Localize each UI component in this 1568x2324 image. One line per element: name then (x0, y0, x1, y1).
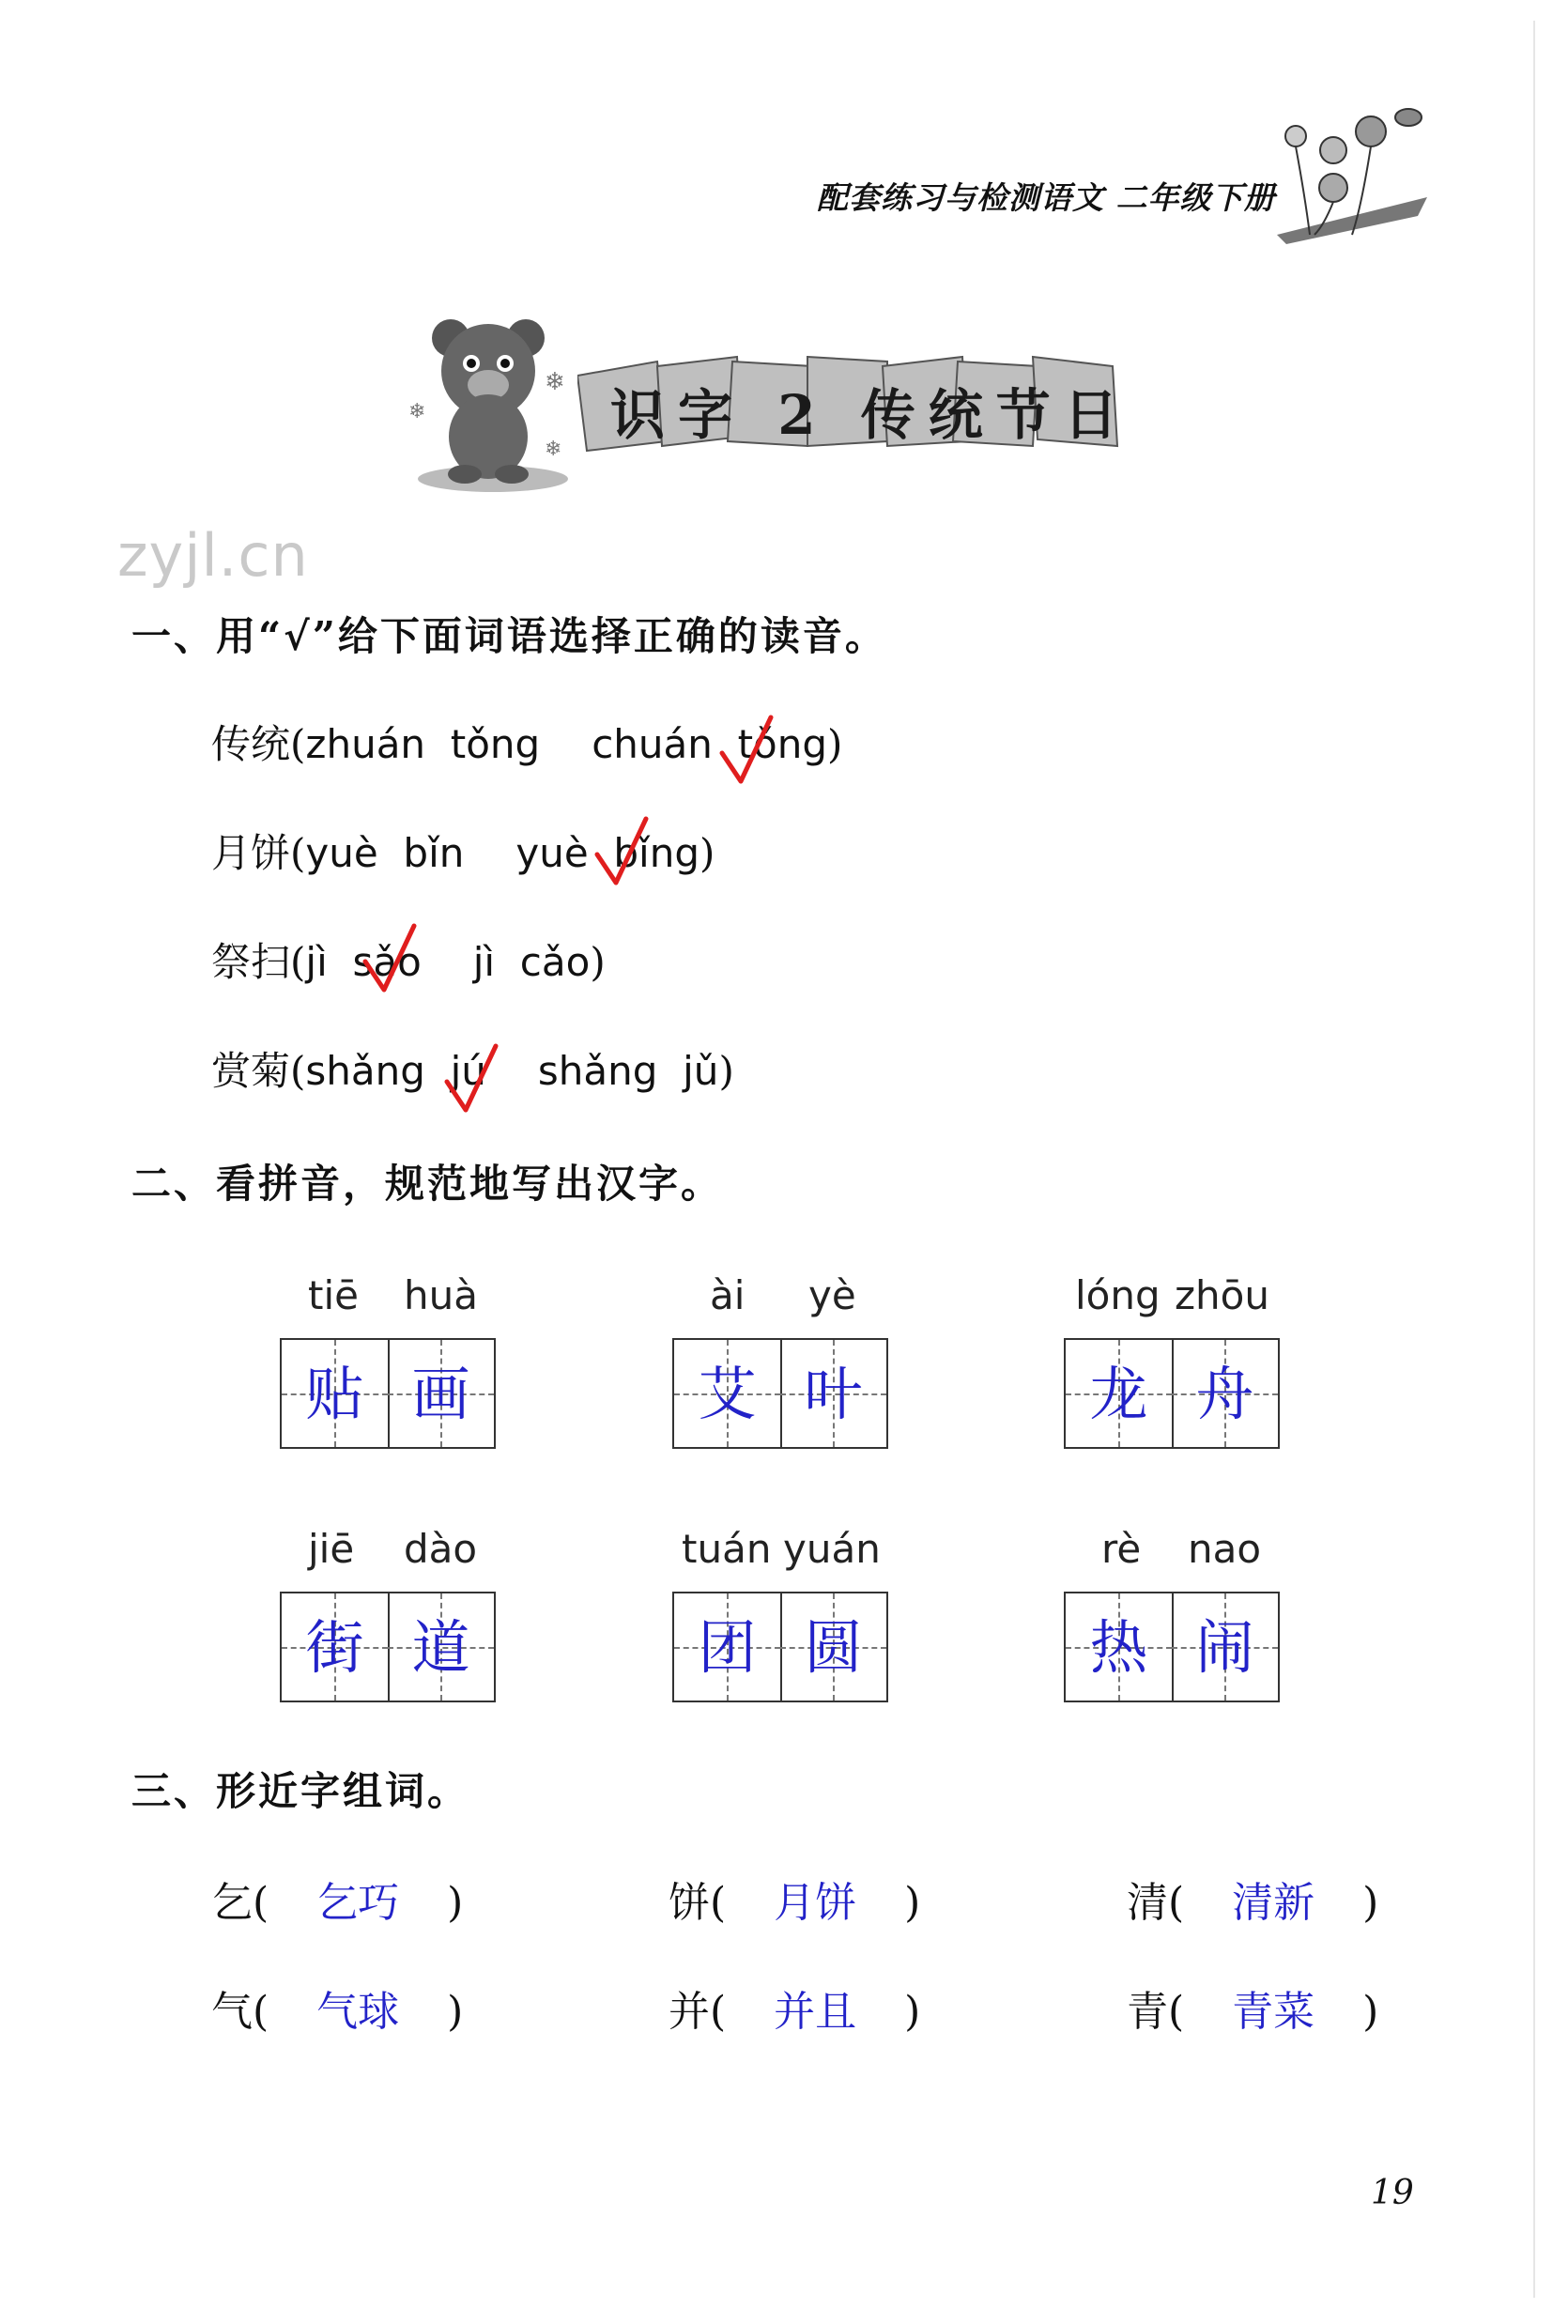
section2-title: 二、看拼音，规范地写出汉字。 (131, 1161, 724, 1207)
pinyin-1: tuán (682, 1526, 772, 1572)
tianzige-box[interactable] (280, 1338, 496, 1449)
answer-char: 热 (1089, 1613, 1148, 1682)
answer-word[interactable]: 气球 (316, 1988, 400, 2036)
paren-close: ) (590, 939, 606, 985)
base-char: 青 (1127, 1988, 1168, 2036)
paren-open: ( (253, 1879, 269, 1927)
tianzige-box[interactable] (672, 1592, 888, 1702)
paren-close: ) (904, 1988, 921, 2036)
paren-open: ( (290, 1048, 306, 1094)
option-1[interactable]: shǎng jú (305, 1048, 486, 1094)
s1-word: 赏菊 (211, 1048, 291, 1094)
option-2[interactable]: jì cǎo (472, 939, 591, 985)
pinyin-1: lóng (1075, 1272, 1161, 1318)
paren-close: ) (827, 721, 843, 767)
paren-open: ( (1168, 1879, 1185, 1927)
option-1[interactable]: jì sǎo (305, 939, 422, 985)
pinyin-2: huà (404, 1272, 478, 1318)
answer-char: 舟 (1195, 1360, 1254, 1428)
s1-word: 祭扫 (211, 939, 291, 985)
base-char: 清 (1127, 1879, 1168, 1927)
pinyin-2: zhōu (1175, 1272, 1269, 1318)
paren-open: ( (710, 1879, 727, 1927)
s3-group-2 (669, 1869, 920, 1929)
answer-word[interactable]: 月饼 (774, 1879, 857, 1927)
page-number: 19 (1371, 2174, 1414, 2212)
s3-group-3 (1127, 1869, 1378, 1929)
answer-char: 圆 (804, 1613, 863, 1682)
answer-word[interactable]: 青菜 (1232, 1988, 1315, 2036)
answer-char: 艾 (698, 1360, 757, 1428)
answer-char: 闹 (1195, 1613, 1254, 1682)
paren-open: ( (1168, 1988, 1185, 2036)
pinyin-1: rè (1101, 1526, 1142, 1572)
s3-group-1 (211, 1869, 463, 1929)
answer-word[interactable]: 并且 (774, 1988, 857, 2036)
svg-text:❄: ❄ (408, 400, 426, 423)
check-mark-icon (361, 922, 418, 997)
pinyin-1: tiē (308, 1272, 359, 1318)
option-2[interactable]: yuè bǐng (515, 830, 699, 876)
option-1[interactable]: zhuán tǒng (305, 721, 541, 767)
check-mark-icon (443, 1042, 500, 1117)
option-2[interactable]: shǎng jǔ (537, 1048, 719, 1094)
section1-title: 一、用“√”给下面词语选择正确的读音。 (131, 613, 887, 659)
tianzige-box[interactable] (1064, 1592, 1280, 1702)
option-2[interactable]: chuán tǒng (592, 721, 828, 767)
paren-close: ) (1362, 1879, 1379, 1927)
paren-close: ) (447, 1988, 464, 2036)
lesson-title: 识字 2 传统节日 (610, 383, 1131, 447)
s3-group-4 (211, 1978, 463, 2038)
paren-open: ( (290, 830, 306, 876)
tianzige-box[interactable] (280, 1592, 496, 1702)
paren-open: ( (290, 939, 306, 985)
s1-word: 月饼 (211, 830, 291, 876)
base-char: 气 (211, 1988, 253, 2036)
paren-close: ) (447, 1879, 464, 1927)
watermark: zyjl.cn (117, 521, 309, 590)
answer-char: 团 (698, 1613, 757, 1682)
answer-char: 街 (305, 1613, 364, 1682)
paren-close: ) (718, 1048, 734, 1094)
check-mark-icon (593, 815, 650, 890)
paren-close: ) (1362, 1988, 1379, 2036)
answer-char: 道 (411, 1613, 470, 1682)
pinyin-2: dào (404, 1526, 478, 1572)
pinyin-1: jiē (308, 1526, 355, 1572)
paren-close: ) (904, 1879, 921, 1927)
check-mark-icon (718, 714, 775, 789)
book-title: 配套练习与检测语文 二年级下册 (817, 179, 1276, 216)
answer-char: 叶 (804, 1360, 863, 1428)
paren-open: ( (710, 1988, 727, 2036)
bear-mascot-icon (404, 305, 582, 493)
svg-text:❄: ❄ (545, 438, 562, 461)
base-char: 乞 (211, 1879, 253, 1927)
tianzige-box[interactable] (1064, 1338, 1280, 1449)
svg-text:❄: ❄ (545, 368, 565, 396)
s3-group-6 (1127, 1978, 1378, 2038)
flower-decoration-icon (1221, 94, 1437, 244)
s1-word: 传统 (211, 721, 291, 767)
pinyin-2: yè (808, 1272, 856, 1318)
paren-open: ( (253, 1988, 269, 2036)
pinyin-2: yuán (783, 1526, 881, 1572)
answer-char: 龙 (1089, 1360, 1148, 1428)
s3-group-5 (669, 1978, 920, 2038)
base-char: 并 (669, 1988, 710, 2036)
answer-word[interactable]: 清新 (1232, 1879, 1315, 1927)
section3-title: 三、形近字组词。 (131, 1768, 470, 1814)
paren-open: ( (290, 721, 306, 767)
option-1[interactable]: yuè bǐn (305, 830, 465, 876)
tianzige-box[interactable] (672, 1338, 888, 1449)
answer-char: 画 (411, 1360, 470, 1428)
answer-char: 贴 (305, 1360, 364, 1428)
pinyin-1: ài (710, 1272, 746, 1318)
paren-close: ) (699, 830, 715, 876)
pinyin-2: nao (1188, 1526, 1262, 1572)
base-char: 饼 (669, 1879, 710, 1927)
answer-word[interactable]: 乞巧 (316, 1879, 400, 1927)
